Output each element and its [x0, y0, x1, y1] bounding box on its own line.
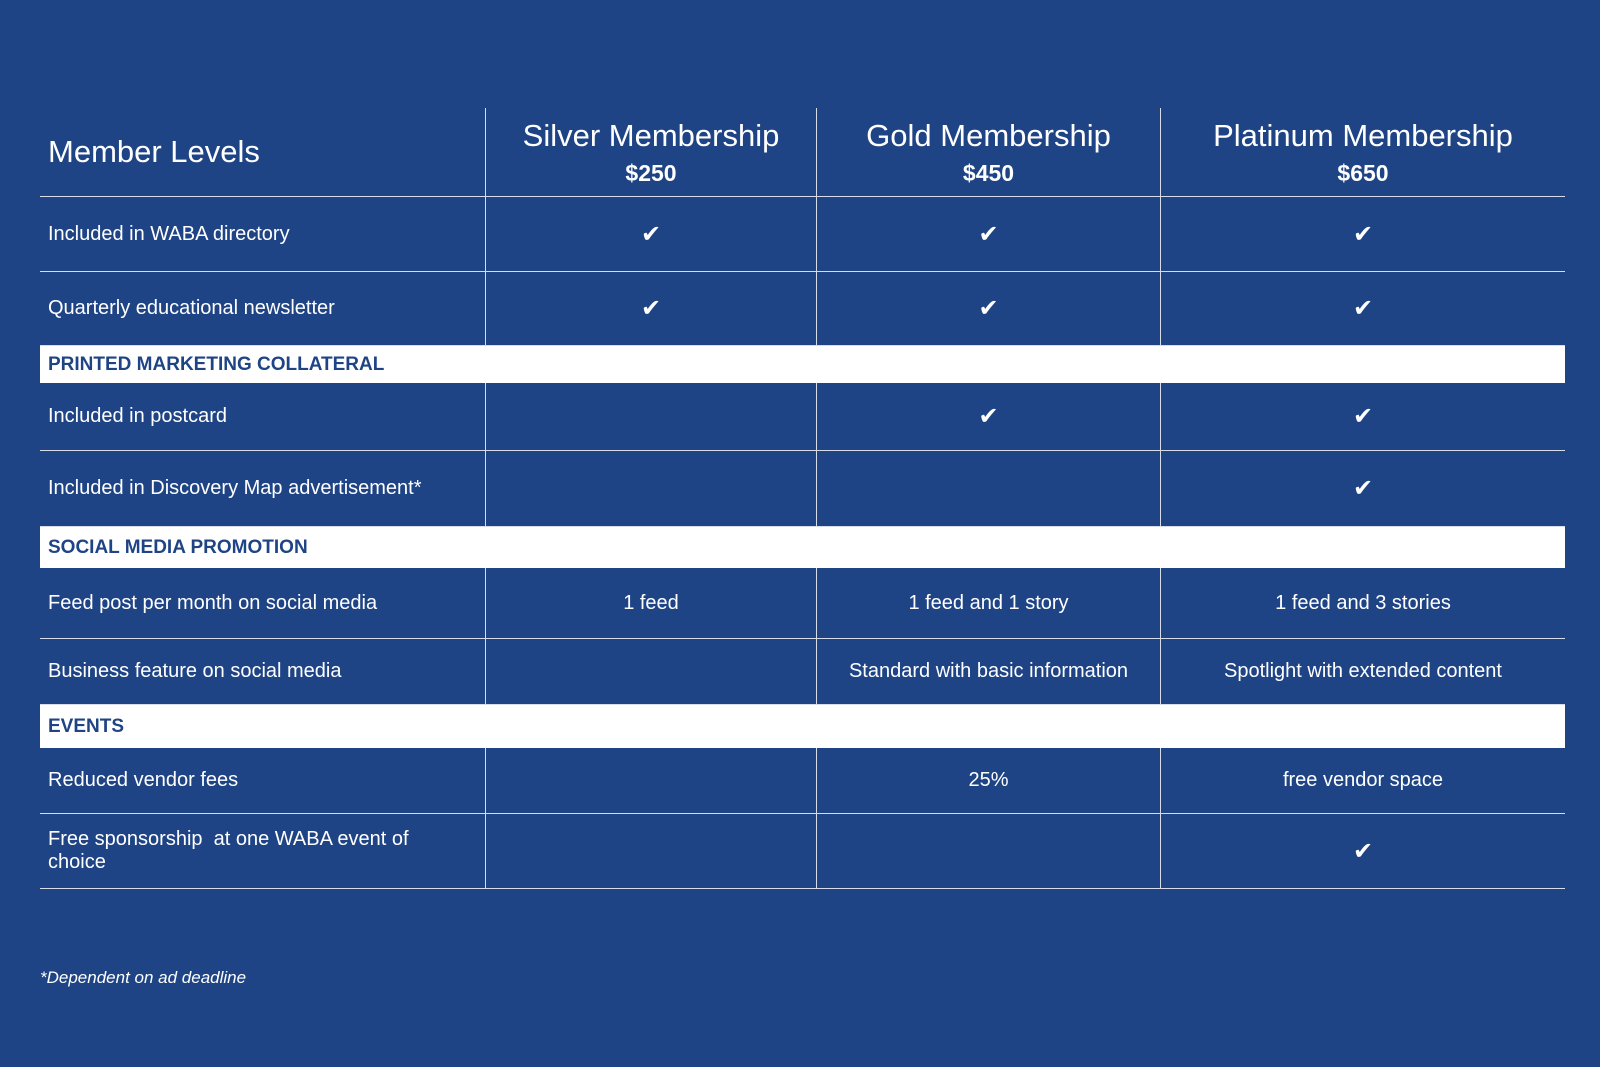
platinum-cell — [1160, 197, 1565, 271]
table-row — [40, 451, 1565, 527]
membership-comparison-table — [40, 108, 1565, 889]
silver-cell: 1 feed — [485, 568, 816, 638]
silver-cell — [485, 197, 816, 271]
silver-cell — [485, 639, 816, 704]
table-row — [40, 272, 1565, 346]
silver-cell — [485, 383, 816, 450]
gold-cell — [816, 814, 1160, 888]
row-label: Free sponsorship at one WABA event of choice — [48, 828, 415, 873]
row-label: Reduced vendor fees — [48, 769, 239, 791]
section-header-social: SOCIAL MEDIA PROMOTION — [40, 527, 1565, 568]
gold-plan-price: $450 — [962, 160, 1015, 187]
table-row — [40, 568, 1565, 639]
gold-cell — [816, 451, 1160, 526]
section-header-printed: PRINTED MARKETING COLLATERAL — [40, 346, 1565, 383]
checkmark-icon: ✔ — [1352, 837, 1374, 865]
platinum-cell: Spotlight with extended content — [1160, 639, 1565, 704]
table-row — [40, 639, 1565, 705]
platinum-cell: 1 feed and 3 stories — [1160, 568, 1565, 638]
checkmark-icon: ✔ — [640, 295, 662, 322]
silver-plan-price: $250 — [625, 160, 677, 187]
footnote: *Dependent on ad deadline — [40, 968, 247, 987]
gold-cell: 25% — [816, 748, 1160, 813]
platinum-cell — [1160, 814, 1565, 888]
row-label: Feed post per month on social media — [48, 591, 378, 614]
checkmark-icon: ✔ — [1352, 403, 1374, 430]
checkmark-icon: ✔ — [640, 220, 662, 248]
silver-header — [485, 108, 816, 196]
silver-cell — [485, 748, 816, 813]
checkmark-icon: ✔ — [1352, 295, 1374, 322]
gold-cell — [816, 383, 1160, 450]
member-levels-heading: Member Levels — [48, 134, 260, 169]
row-label: Business feature on social media — [48, 660, 342, 682]
checkmark-icon: ✔ — [1352, 220, 1374, 248]
platinum-cell — [1160, 272, 1565, 345]
section-header-events: EVENTS — [40, 705, 1565, 748]
row-label: Quarterly educational newsletter — [48, 297, 335, 319]
gold-plan-name: Gold Membership — [866, 117, 1111, 153]
table-row — [40, 197, 1565, 272]
checkmark-icon: ✔ — [978, 220, 999, 248]
platinum-plan-name: Platinum Membership — [1213, 117, 1513, 153]
gold-cell — [816, 272, 1160, 345]
checkmark-icon: ✔ — [1352, 475, 1374, 502]
table-header-row — [40, 108, 1565, 197]
platinum-cell: free vendor space — [1160, 748, 1565, 813]
gold-cell: Standard with basic information — [816, 639, 1160, 704]
row-label: Included in postcard — [48, 405, 228, 427]
platinum-cell — [1160, 383, 1565, 450]
silver-cell — [485, 272, 816, 345]
row-label: Included in Discovery Map advertisement* — [48, 477, 422, 499]
gold-header — [816, 108, 1160, 196]
platinum-plan-price: $650 — [1337, 160, 1389, 187]
platinum-cell — [1160, 451, 1565, 526]
silver-cell — [485, 451, 816, 526]
checkmark-icon: ✔ — [978, 295, 999, 322]
platinum-header — [1160, 108, 1565, 196]
gold-cell — [816, 197, 1160, 271]
checkmark-icon: ✔ — [978, 403, 999, 430]
gold-cell: 1 feed and 1 story — [816, 568, 1160, 638]
silver-plan-name: Silver Membership — [522, 117, 780, 153]
table-row — [40, 383, 1565, 451]
table-row — [40, 814, 1565, 889]
silver-cell — [485, 814, 816, 888]
row-label: Included in WABA directory — [48, 222, 290, 245]
table-row — [40, 748, 1565, 814]
